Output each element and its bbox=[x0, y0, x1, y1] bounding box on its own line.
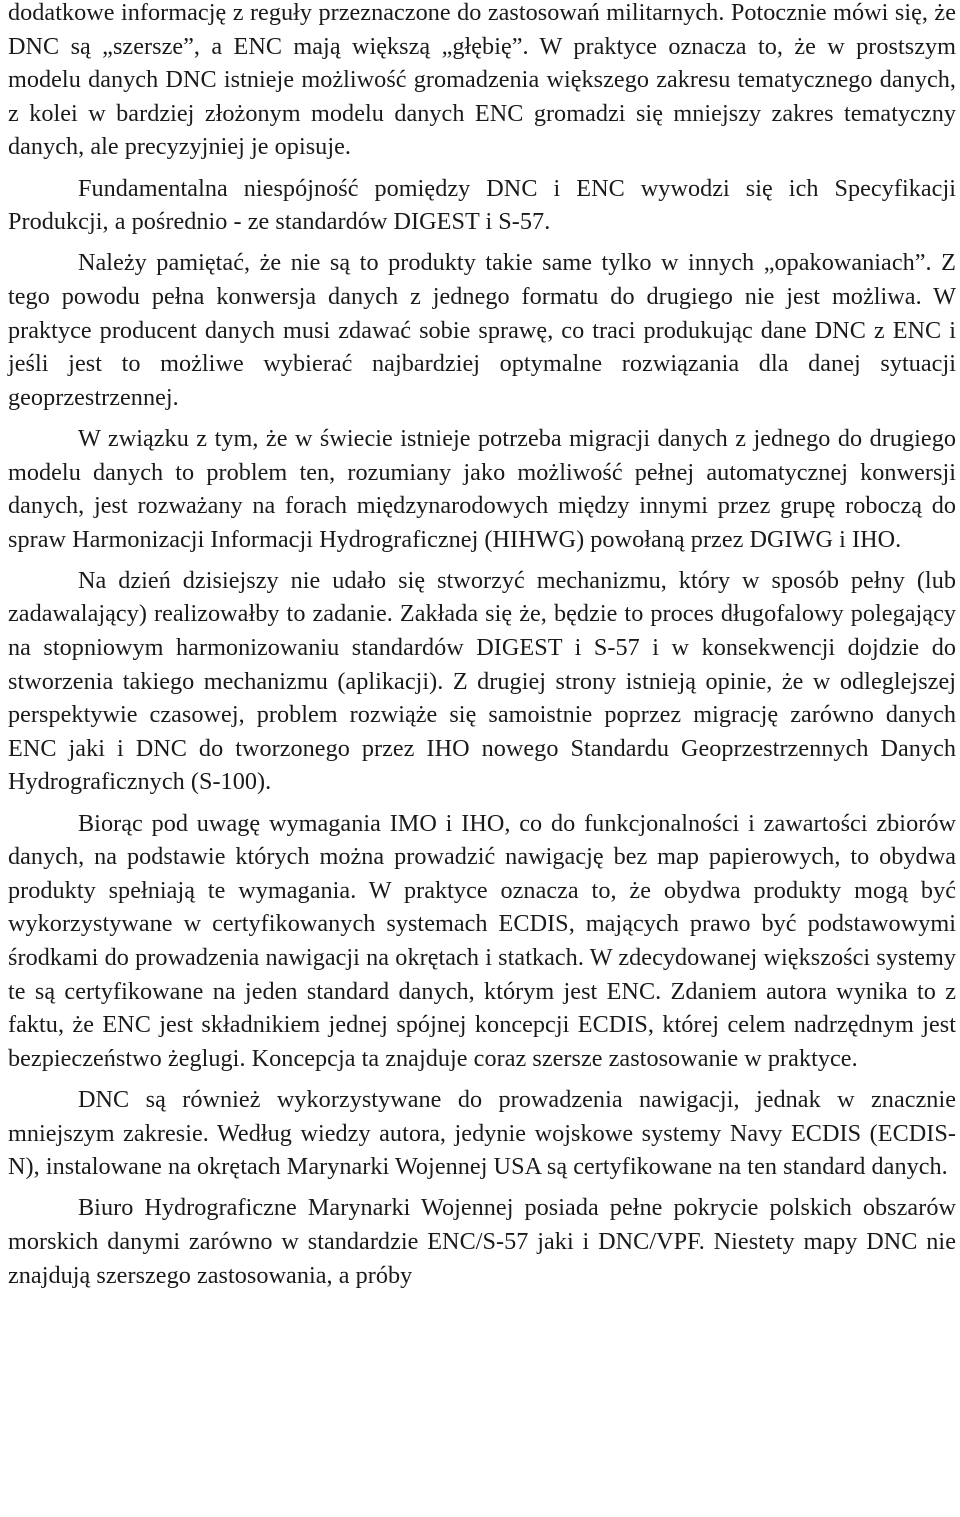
document-page bbox=[8, 0, 956, 1300]
paragraph-inconsistency: Fundamentalna niespójność pomiędzy DNC i ENC wywodzi się ich Specyfikacji Produkcji, a pośrednio - ze standardów DIGEST i S-57. bbox=[8, 174, 956, 236]
paragraph-continuation: dodatkowe informację z reguły przeznaczone do zastosowań militarnych. Potocznie mówi się, że DNC są „szersze”, a ENC mają większą „głębię”. W praktyce oznacza to, że w prostszym modelu danych DNC istnieje możliwość gromadzenia większego zakresu tematycznego danych, z kolei w bardziej złożonym modelu danych ENC gromadzi się mniejszy zakres tematyczny danych, ale precyzyjniej je opisuje. bbox=[8, 0, 956, 161]
paragraph-requirements: Biorąc pod uwagę wymagania IMO i IHO, co do funkcjonalności i zawartości zbiorów danych, na podstawie których można prowadzić nawigację bez map papierowych, to obydwa produkty spełniają te wymagania. W praktyce oznacza to, że obydwa produkty mogą być wykorzystywane w certyfikowanych systemach ECDIS, mających prawo być podstawowymi środkami do prowadzenia nawigacji na okrętach i statkach. W zdecydowanej większości systemy te są certyfikowane na jeden standard danych, którym jest ENC. Zdaniem autora wynika to z faktu, że ENC jest składnikiem jednej spójnej koncepcji ECDIS, której celem nadrzędnym jest bezpieczeństwo żeglugi. Koncepcja ta znajduje coraz szersze zastosowanie w praktyce. bbox=[8, 809, 956, 1072]
paragraph-mechanism: Na dzień dzisiejszy nie udało się stworzyć mechanizmu, który w sposób pełny (lub zadawalający) realizowałby to zadanie. Zakłada się że, będzie to proces długofalowy polegający na stopniowym harmonizowaniu standardów DIGEST i S-57 i w konsekwencji dojdzie do stworzenia takiego mechanizmu (aplikacji). Z drugiej strony istnieją opinie, że w odleglejszej perspektywie czasowej, problem rozwiąże się samoistnie poprzez migrację zarówno danych ENC jaki i DNC do tworzonego przez IHO nowego Standardu Geoprzestrzennych Danych Hydrograficznych (S-100). bbox=[8, 566, 956, 796]
paragraph-hydrographic-office: Biuro Hydrograficzne Marynarki Wojennej posiada pełne pokrycie polskich obszarów morskich danymi zarówno w standardzie ENC/S-57 jaki i DNC/VPF. Niestety mapy DNC nie znajdują szerszego zastosowania, a próby bbox=[8, 1194, 956, 1289]
paragraph-conversion: Należy pamiętać, że nie są to produkty takie same tylko w innych „opakowaniach”. Z tego powodu pełna konwersja danych z jednego formatu do drugiego nie jest możliwa. W praktyce producent danych musi zdawać sobie sprawę, co traci produkując dane DNC z ENC i jeśli jest to możliwe wybierać najbardziej optymalne rozwiązania dla danej sytuacji geoprzestrzennej. bbox=[8, 249, 956, 411]
paragraph-migration: W związku z tym, że w świecie istnieje potrzeba migracji danych z jednego do drugiego modelu danych to problem ten, rozumiany jako możliwość pełnej automatycznej konwersji danych, jest rozważany na forach międzynarodowych między innymi przez grupę roboczą do spraw Harmonizacji Informacji Hydrograficznej (HIHWG) powołaną przez DGIWG i IHO. bbox=[8, 424, 956, 553]
paragraph-dnc-usage: DNC są również wykorzystywane do prowadzenia nawigacji, jednak w znacznie mniejszym zakresie. Według wiedzy autora, jedynie wojskowe systemy Navy ECDIS (ECDIS-N), instalowane na okrętach Marynarki Wojennej USA są certyfikowane na ten standard danych. bbox=[8, 1085, 956, 1181]
